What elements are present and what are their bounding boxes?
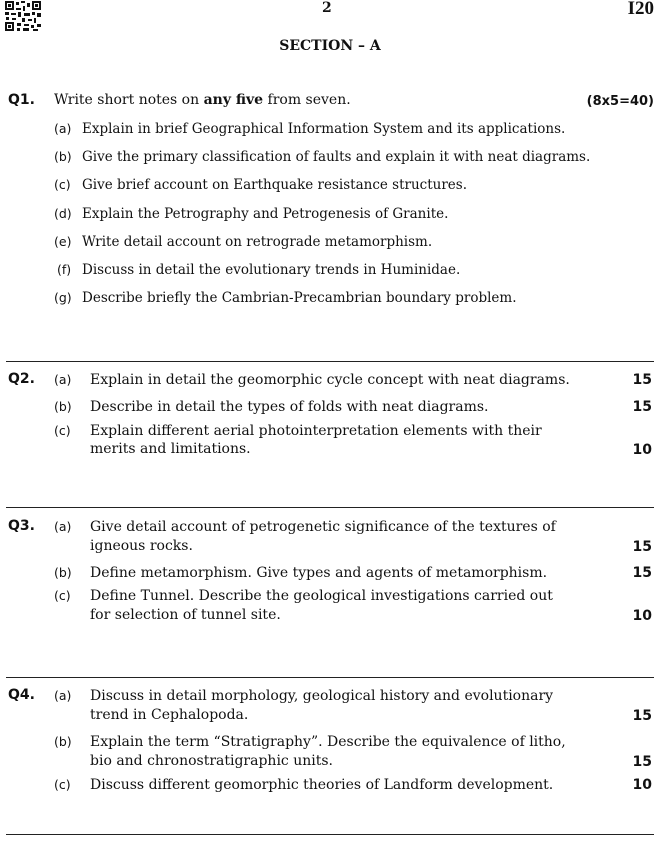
item-text: Discuss different geomorphic theories of Landform development. (90, 777, 554, 793)
item-marks: 15 (632, 539, 652, 555)
item-label: (e) (54, 234, 72, 249)
item-text: Write detail account on retrograde metamorphism. (82, 234, 433, 250)
item-label: (a) (54, 372, 72, 387)
question-number: Q4. (8, 687, 35, 703)
item-label: (f) (57, 262, 72, 277)
item-text: Describe in detail the types of folds with neat diagrams. (90, 399, 489, 415)
item-text-continued: bio and chronostratigraphic units. (90, 753, 333, 769)
page-number: 2 (322, 0, 332, 16)
item-text: Explain the term “Stratigraphy”. Describe the equivalence of litho, (90, 734, 566, 750)
item-text-continued: merits and limitations. (90, 441, 251, 457)
item-text: Give the primary classification of faults and explain it with neat diagrams. (82, 149, 591, 165)
section-title: SECTION – A (279, 38, 381, 54)
item-text-continued: igneous rocks. (90, 538, 193, 554)
item-text: Define Tunnel. Describe the geological investigations carried out (90, 588, 553, 604)
item-marks: 15 (632, 754, 652, 770)
instruction-emphasis: any five (203, 92, 264, 108)
item-marks: 15 (632, 565, 652, 581)
item-text: Explain the Petrography and Petrogenesis of Granite. (82, 206, 449, 222)
item-label: (a) (54, 688, 72, 703)
paper-code: I20 (627, 0, 654, 19)
item-label: (b) (54, 734, 72, 749)
question-number: Q1. (8, 92, 35, 108)
item-marks: 15 (632, 399, 652, 415)
question-instruction: Write short notes on any five from seven. (54, 92, 351, 108)
item-marks: 15 (632, 708, 652, 724)
question-number: Q2. (8, 371, 35, 387)
qr-code-icon (4, 0, 42, 32)
item-text-continued: trend in Cephalopoda. (90, 707, 249, 723)
item-text-continued: for selection of tunnel site. (90, 607, 281, 623)
item-text: Give detail account of petrogenetic significance of the textures of (90, 519, 556, 535)
item-text: Explain in brief Geographical Information System and its applications. (82, 121, 566, 137)
item-label: (c) (54, 588, 71, 603)
question-number: Q3. (8, 518, 35, 534)
item-label: (a) (54, 519, 72, 534)
item-marks: 10 (632, 442, 652, 458)
item-label: (c) (54, 777, 71, 792)
divider (6, 834, 654, 835)
item-label: (b) (54, 399, 72, 414)
item-label: (c) (54, 177, 71, 192)
item-text: Discuss in detail the evolutionary trends in Huminidae. (82, 262, 461, 278)
divider (6, 361, 654, 362)
item-marks: 15 (632, 372, 652, 388)
item-label: (b) (54, 565, 72, 580)
item-label: (d) (54, 206, 72, 221)
divider (6, 507, 654, 508)
item-marks: 10 (632, 608, 652, 624)
item-text: Explain different aerial photointerpretation elements with their (90, 423, 542, 439)
item-marks: 10 (632, 777, 652, 793)
item-text: Describe briefly the Cambrian-Precambrian boundary problem. (82, 290, 517, 306)
item-label: (a) (54, 121, 72, 136)
item-label: (b) (54, 149, 72, 164)
item-text: Discuss in detail morphology, geological history and evolutionary (90, 688, 554, 704)
item-text: Give brief account on Earthquake resistance structures. (82, 177, 468, 193)
item-text: Explain in detail the geomorphic cycle concept with neat diagrams. (90, 372, 570, 388)
item-label: (g) (54, 290, 72, 305)
question-marks: (8x5=40) (586, 94, 654, 109)
divider (6, 677, 654, 678)
item-label: (c) (54, 423, 71, 438)
item-text: Define metamorphism. Give types and agents of metamorphism. (90, 565, 548, 581)
